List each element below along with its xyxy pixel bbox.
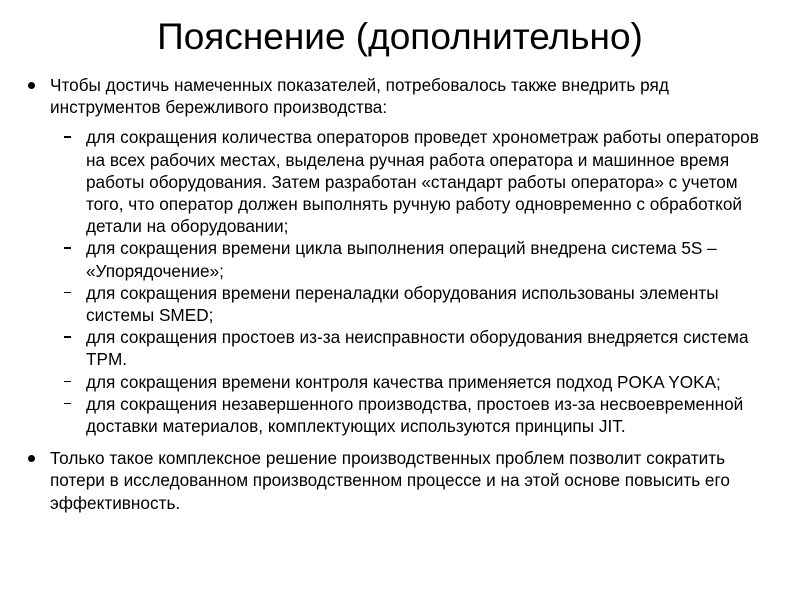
sub-list-item bbox=[86, 282, 778, 326]
sub-list bbox=[0, 126, 794, 437]
sub-list-item bbox=[86, 237, 778, 281]
bullet-dot-icon bbox=[28, 82, 35, 89]
slide-title: Пояснение (дополнительно) bbox=[157, 16, 643, 57]
slide-body bbox=[0, 74, 794, 514]
dash-bullet-icon bbox=[64, 336, 71, 337]
sub-list-item bbox=[86, 371, 778, 393]
bullet-text: Только такое комплексное решение производственных проблем позволит сократить потери в исследованном производственном процессе и на этой основе повысить его эффективность. bbox=[50, 448, 730, 513]
dash-bullet-icon bbox=[64, 403, 71, 404]
sub-list-item bbox=[86, 326, 778, 370]
sub-item-text: для сокращения времени переналадки оборудования использованы элементы системы SMED; bbox=[86, 282, 719, 326]
bullet-item bbox=[50, 447, 778, 514]
sub-item-text: для сокращения незавершенного производства, простоев из-за несвоевременной доставки материалов, комплектующих используются принципы JIT. bbox=[86, 393, 744, 437]
bullet-dot-icon bbox=[28, 455, 35, 462]
sub-list-item bbox=[86, 126, 778, 237]
bullet-item bbox=[50, 74, 778, 118]
sub-item-text: для сокращения времени цикла выполнения операций внедрена система 5S – «Упорядочение»; bbox=[86, 238, 717, 281]
bullet-text: Чтобы достичь намеченных показателей, потребовалось также внедрить ряд инструментов бережливого производства: bbox=[50, 75, 669, 118]
sub-item-text: для сокращения простоев из-за неисправности оборудования внедряется система TPM. bbox=[86, 327, 749, 370]
dash-bullet-icon bbox=[64, 136, 71, 137]
sub-list-item bbox=[86, 393, 778, 437]
dash-bullet-icon bbox=[64, 292, 71, 293]
dash-bullet-icon bbox=[64, 247, 71, 248]
sub-item-text: для сокращения времени контроля качества применяется подход POKA YOKA; bbox=[86, 371, 721, 392]
dash-bullet-icon bbox=[64, 381, 71, 382]
sub-item-text: для сокращения количества операторов проведет хронометраж работы операторов на всех рабочих местах, выделена ручная работа оператора и машинное время работы оборудования. Затем разработан «стандарт работы оператора» с учетом того, что оператор должен выполнять ручную работу одновременно с обработкой детали на оборудовании; bbox=[86, 127, 759, 237]
